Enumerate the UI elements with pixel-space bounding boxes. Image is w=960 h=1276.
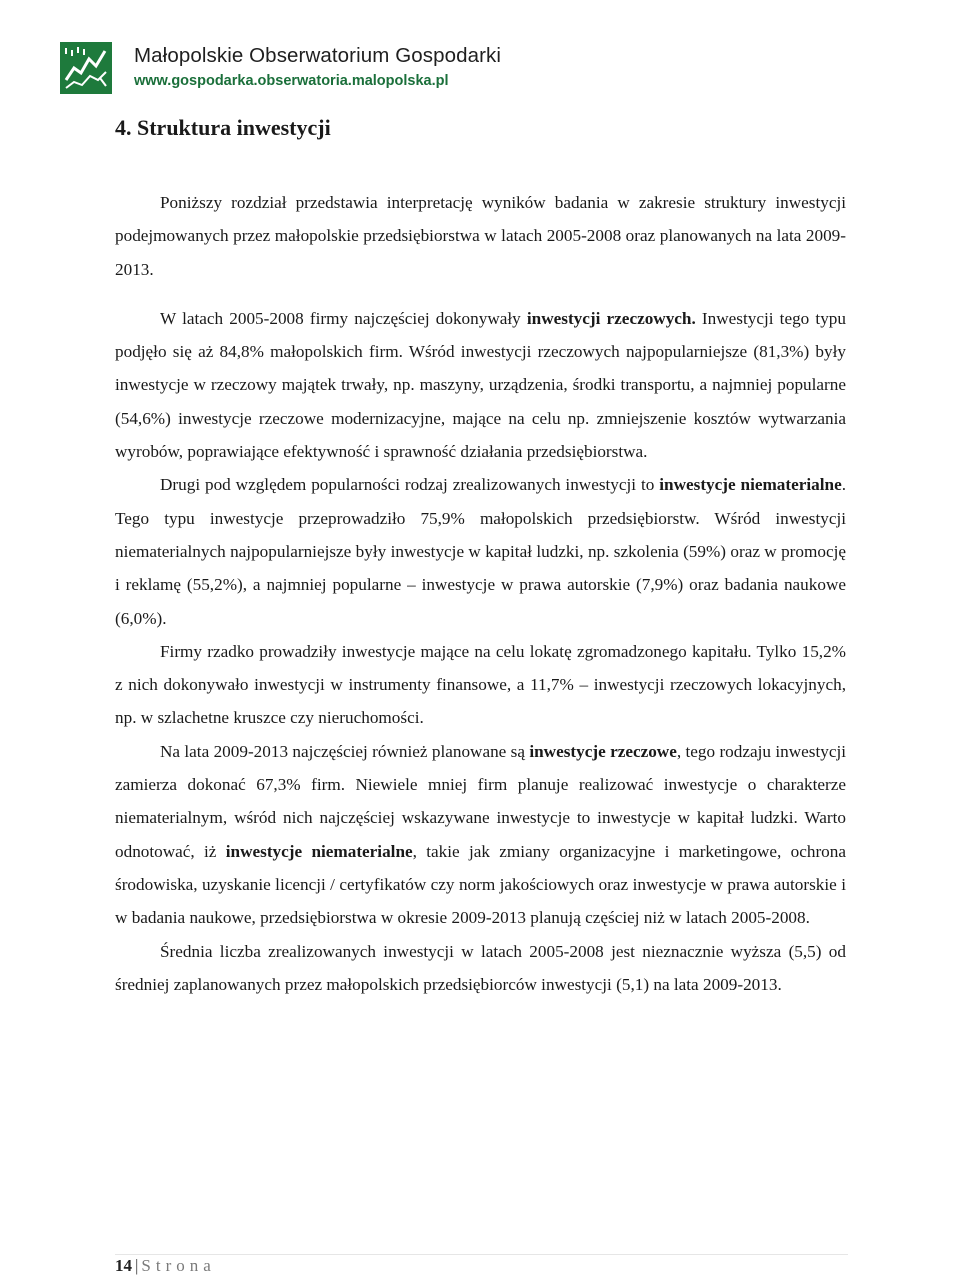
paragraph-intangible-investments	[115, 468, 846, 634]
bold-term: inwestycje rzeczowe	[529, 741, 677, 761]
paragraph-text: W latach 2005-2008 firmy najczęściej dokonywały	[160, 308, 527, 328]
organization-name: Małopolskie Obserwatorium Gospodarki	[134, 44, 502, 67]
paragraph-text: . Tego typu inwestycje przeprowadziło 75,9% małopolskich przedsiębiorstw. Wśród inwestycji niematerialnych najpopularniejsze były inwestycje w kapitał ludzki, np. szkolenia (59%) oraz w promocję i reklamę (55,2%), a najmniej popularne – inwestycje w prawa autorskie (7,9%) oraz badania naukowe (6,0%).	[115, 475, 846, 628]
bold-term: inwestycje niematerialne	[659, 475, 842, 495]
page-footer	[115, 1256, 216, 1276]
organization-url-link[interactable]: www.gospodarka.obserwatoria.malopolska.pl	[134, 73, 449, 89]
paragraph-text: Drugi pod względem popularności rodzaj zrealizowanych inwestycji to	[160, 475, 660, 495]
paragraph-average-investments: Średnia liczba zrealizowanych inwestycji w latach 2005-2008 jest nieznacznie wyższa (5,5) od średniej zaplanowanych przez małopolskich przedsiębiorców inwestycji (5,1) na lata 2009-2013.	[115, 941, 846, 994]
paragraph-text: , takie jak zmiany organizacyjne i marketingowe, ochrona środowiska, uzyskanie licencji / certyfikatów czy norm jakościowych oraz inwestycje w prawa autorskie i w badania naukowe, przedsiębiorstwa w okresie 2009-2013 planują częściej niż w latach 2005-2008.	[115, 841, 846, 928]
paragraph-planned-investments	[115, 735, 846, 935]
page-word: Strona	[141, 1256, 216, 1275]
paragraph-material-investments	[115, 302, 846, 468]
footer-separator: |	[135, 1256, 139, 1275]
bold-term: inwestycji rzeczowych.	[526, 308, 696, 328]
page-number: 14	[115, 1256, 132, 1275]
footer-divider	[115, 1254, 848, 1255]
paragraph-capital-investments: Firmy rzadko prowadziły inwestycje mające na celu lokatę zgromadzonego kapitału. Tylko 15,2% z nich dokonywało inwestycji w instrumenty finansowe, a 11,7% – inwestycji rzeczowych lokacyjnych, np. w szlachetne kruszce czy nieruchomości.	[115, 641, 846, 728]
paragraph-intro: Poniższy rozdział przedstawia interpretację wyników badania w zakresie struktury inwestycji podejmowanych przez małopolskie przedsiębiorstwa w latach 2005-2008 oraz planowanych na lata 2009-2013.	[115, 193, 846, 279]
paragraph-text: , tego rodzaju inwestycji zamierza dokonać 67,3% firm. Niewiele mniej firm planuje realizować inwestycje o charakterze niematerialnym, wśród nich najczęściej wskazywane inwestycje to inwestycje w kapitał ludzki. Warto odnotować, iż	[115, 741, 846, 861]
chart-trend-logo-icon	[60, 42, 112, 94]
document-body	[115, 186, 846, 1001]
paragraph-text: Na lata 2009-2013 najczęściej również planowane są	[160, 741, 530, 761]
bold-term: inwestycje niematerialne	[225, 841, 413, 861]
paragraph-text: Inwestycji tego typu podjęło się aż 84,8% małopolskich firm. Wśród inwestycji rzeczowych najpopularniejsze (81,3%) były inwestycje w rzeczowy majątek trwały, np. maszyny, urządzenia, środki transportu, a najmniej popularne (54,6%) inwestycje rzeczowe modernizacyjne, mające na celu np. zmniejszenie kosztów wytwarzania wyrobów, poprawiające efektywność i sprawność działania przedsiębiorstwa.	[115, 308, 846, 462]
section-title: 4. Struktura inwestycji	[115, 115, 331, 140]
page-header	[60, 40, 760, 100]
